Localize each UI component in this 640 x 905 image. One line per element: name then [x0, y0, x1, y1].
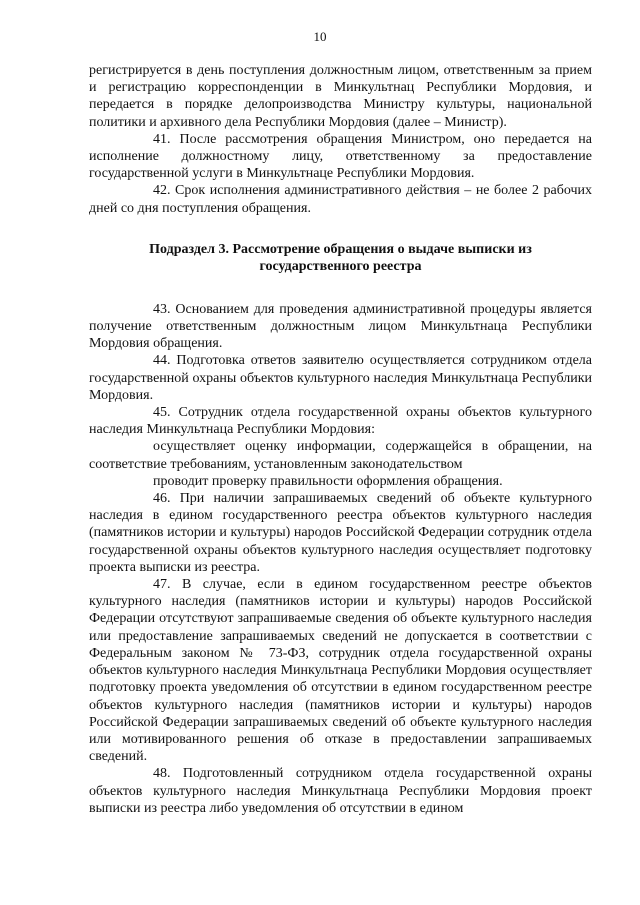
- paragraph-42: 42. Срок исполнения административного действия – не более 2 рабочих дней со дня поступления обращения.: [89, 183, 592, 216]
- paragraph-41: 41. После рассмотрения обращения Министром, оно передается на исполнение должностному лицу, ответственному за предоставление государственной услуги в Минкультнаце Республики Мордовия.: [89, 131, 592, 182]
- paragraph-45-item-1: осуществляет оценку информации, содержащейся в обращении, на соответствие требованиям, установленным законодательством: [89, 439, 592, 472]
- document-body: [89, 62, 592, 817]
- section-heading: Подраздел 3. Рассмотрение обращения о выдаче выписки из государственного реестра: [149, 241, 532, 275]
- paragraph-continued: регистрируется в день поступления должностным лицом, ответственным за прием и регистрацию корреспонденции в Минкультнац Республики Мордовия, и передается в порядке делопроизводства Министру культуры, национальной политики и архивного дела Республики Мордовия (далее – Министр).: [89, 63, 592, 130]
- paragraph-48: 48. Подготовленный сотрудником отдела государственной охраны объектов культурного наследия Минкультнаца Республики Мордовия проект выписки из реестра либо уведомления об отсутствии в едином: [89, 766, 592, 816]
- paragraph-43: 43. Основанием для проведения административной процедуры является получение ответственным должностным лицом Минкультнаца Республики Мордовия обращения.: [89, 301, 592, 352]
- page-number: 10: [313, 29, 327, 44]
- paragraph-44: 44. Подготовка ответов заявителю осуществляется сотрудником отдела государственной охраны объектов культурного наследия Минкультнаца Республики Мордовия.: [89, 353, 592, 403]
- paragraph-47: 47. В случае, если в едином государственном реестре объектов культурного наследия (памятников истории и культуры) народов Российской Федерации отсутствуют запрашиваемые сведения об объекте культурного наследия или предоставление запрашиваемых сведений не допускается в соответствии с Федеральным законом № 73-ФЗ, сотрудник отдела государственной охраны объектов культурного наследия Минкультнаца Республики Мордовия осуществляет подготовку проекта уведомления об отсутствии в едином государственном реестре объектов культурного наследия (памятников истории и культуры) народов Российской Федерации запрашиваемых сведений об объекте культурного наследия или мотивированного решения об отказе в предоставлении запрашиваемых сведений.: [89, 577, 592, 765]
- paragraph-46: 46. При наличии запрашиваемых сведений об объекте культурного наследия в едином государственного реестра объектов культурного наследия (памятников истории и культуры) народов Российской Федерации сотрудник отдела государственной охраны объектов культурного наследия осуществляет подготовку проекта выписки из реестра.: [89, 491, 592, 575]
- paragraph-45: 45. Сотрудник отдела государственной охраны объектов культурного наследия Минкультнаца Республики Мордовия:: [89, 405, 592, 438]
- paragraph-45-item-2: проводит проверку правильности оформления обращения.: [153, 473, 503, 489]
